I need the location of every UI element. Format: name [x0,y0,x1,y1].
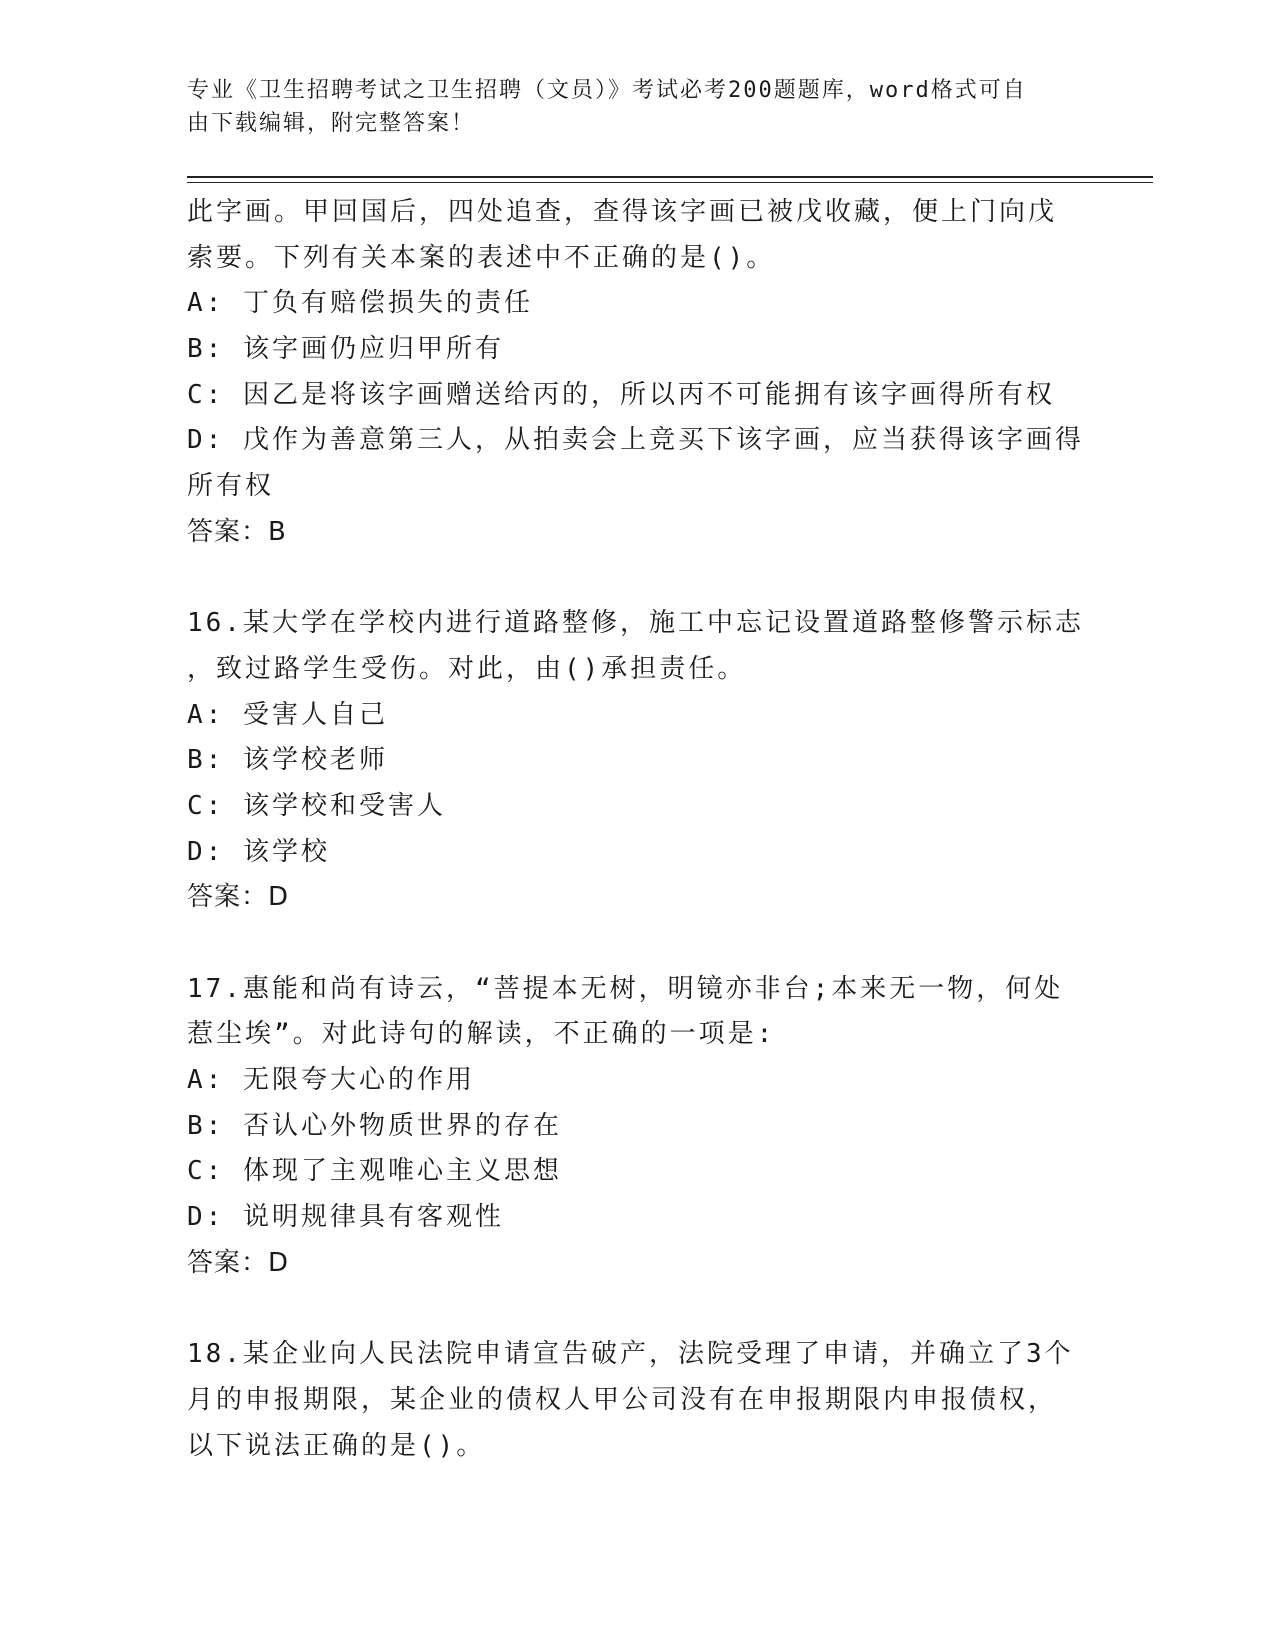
option-a: A: 丁负有赔偿损失的责任 [187,288,533,319]
option-a: A: 受害人自己 [187,699,388,730]
option-c: C: 因乙是将该字画赠送给丙的，所以丙不可能拥有该字画得所有权 [187,379,1055,410]
question-16 [187,601,1087,921]
option-a: A: 无限夸大心的作用 [187,1065,475,1096]
question-15 [187,190,1087,556]
question-stem-line: ，致过路学生受伤。对此，由()承担责任。 [187,653,747,684]
question-spacer [187,1287,1087,1333]
header-line-2: 由下载编辑，附完整答案！ [187,111,476,136]
option-b: B: 否认心外物质世界的存在 [187,1110,562,1141]
question-stem-line: 月的申报期限，某企业的债权人甲公司没有在申报期限内申报债权， [187,1384,1058,1415]
question-stem-line: 18.某企业向人民法院申请宣告破产，法院受理了申请，并确立了3个 [187,1339,1074,1370]
header-divider-thick [187,176,1153,178]
question-spacer [187,556,1087,602]
option-d: D: 该学校 [187,836,330,867]
question-stem-line: 以下说法正确的是()。 [187,1430,486,1461]
question-17 [187,967,1087,1287]
option-d: D: 说明规律具有客观性 [187,1202,504,1233]
option-b: B: 该学校老师 [187,745,388,776]
option-b: B: 该字画仍应归甲所有 [187,334,504,365]
document-header [187,74,1087,140]
option-c: C: 体现了主观唯心主义思想 [187,1156,562,1187]
document-body [187,190,1087,1469]
option-c: C: 该学校和受害人 [187,790,446,821]
option-d-continued: 所有权 [187,471,275,502]
question-stem-line: 惹尘埃”。对此诗句的解读，不正确的一项是: [187,1019,776,1050]
answer-label: 答案：B [187,516,287,547]
option-d: D: 戊作为善意第三人，从拍卖会上竞买下该字画，应当获得该字画得 [187,425,1084,456]
question-stem-line: 16.某大学在学校内进行道路整修，施工中忘记设置道路整修警示标志 [187,608,1084,639]
question-stem-line: 索要。下列有关本案的表述中不正确的是()。 [187,242,776,273]
question-stem-line: 17.惠能和尚有诗云，“菩提本无树，明镜亦非台;本来无一物，何处 [187,973,1064,1004]
header-line-1: 专业《卫生招聘考试之卫生招聘（文员）》考试必考200题题库，word格式可自 [187,78,1027,103]
answer-label: 答案：D [187,882,290,913]
header-divider-thin [187,182,1153,183]
question-spacer [187,921,1087,967]
question-18 [187,1332,1087,1469]
question-stem-line: 此字画。甲回国后，四处追查，查得该字画已被戊收藏，便上门向戊 [187,197,1058,227]
answer-label: 答案：D [187,1247,290,1278]
